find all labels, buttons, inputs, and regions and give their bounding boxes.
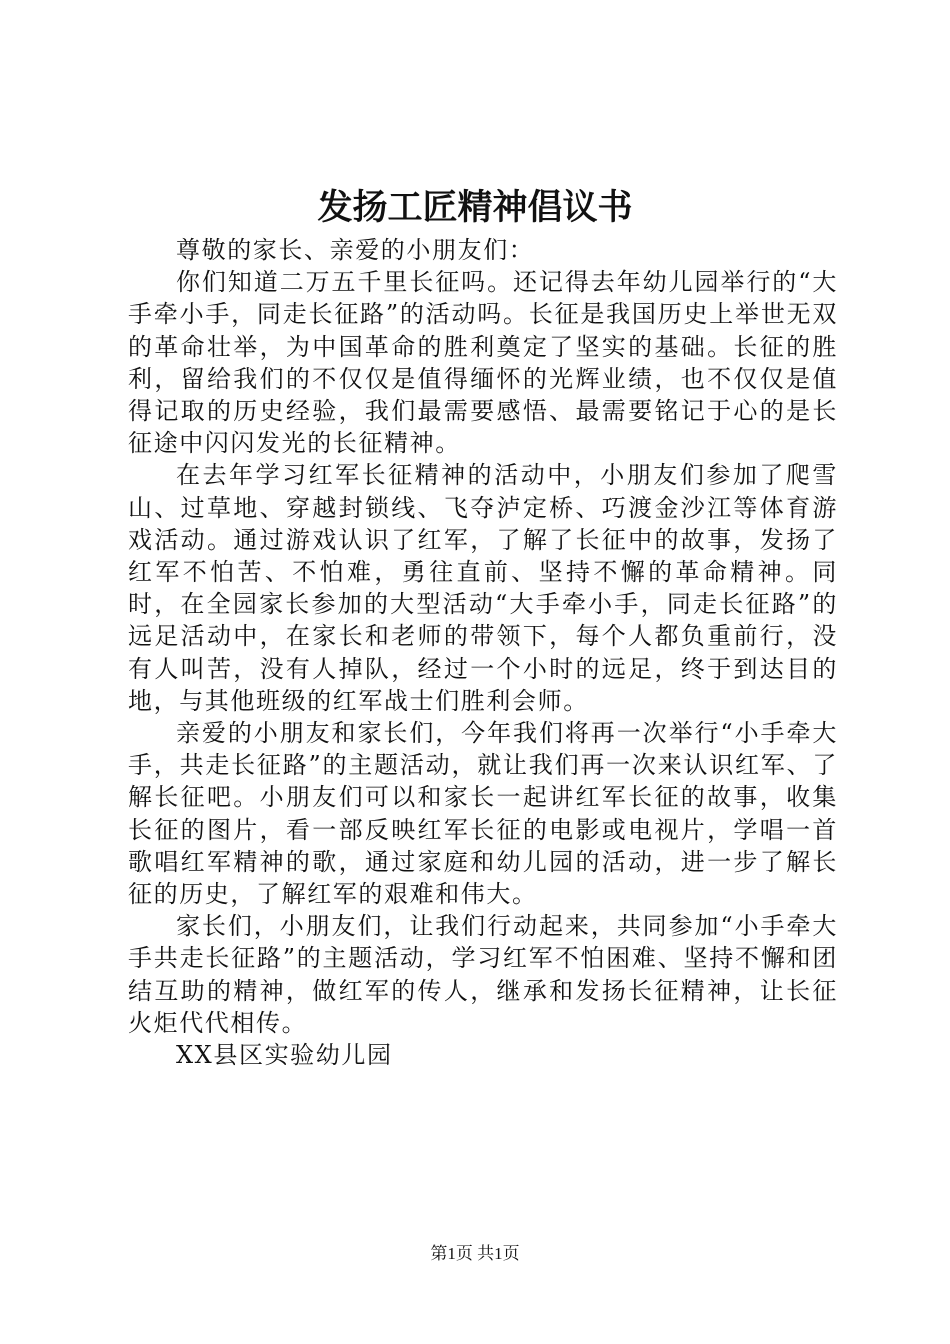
paragraph-3: 亲爱的小朋友和家长们，今年我们将再一次举行“小手牵大手，共走长征路”的主题活动，就让我们再一次来认识红军、了解长征吧。小朋友们可以和家长一起讲红军长征的故事，收集长征的图片，看一部反映红军长征的电影或电视片，学唱一首歌唱红军精神的歌，通过家庭和幼儿园的活动，进一步了解长征的历史，了解红军的艰难和伟大。: [128, 719, 838, 909]
page-footer: 第1页 共1页: [430, 1244, 520, 1263]
paragraph-2: 在去年学习红军长征精神的活动中，小朋友们参加了爬雪山、过草地、穿越封锁线、飞夺泸定桥、巧渡金沙江等体育游戏活动。通过游戏认识了红军，了解了长征中的故事，发扬了红军不怕苦、不怕难，勇往直前、坚持不懈的革命精神。同时，在全园家长参加的大型活动“大手牵小手，同走长征路”的远足活动中，在家长和老师的带领下，每个人都负重前行，没有人叫苦，没有人掉队，经过一个小时的远足，终于到达目的地，与其他班级的红军战士们胜利会师。: [128, 461, 838, 715]
salutation: 尊敬的家长、亲爱的小朋友们：: [176, 236, 535, 264]
paragraph-4: 家长们，小朋友们，让我们行动起来，共同参加“小手牵大手共走长征路”的主题活动，学习红军不怕困难、坚持不懈和团结互助的精神，做红军的传人，继承和发扬长征精神，让长征火炬代代相传。: [128, 912, 838, 1037]
document-title: 发扬工匠精神倡议书: [317, 187, 633, 228]
signature: XX县区实验幼儿园: [176, 1041, 393, 1070]
paragraph-1: 你们知道二万五千里长征吗。还记得去年幼儿园举行的“大手牵小手，同走长征路”的活动吗。长征是我国历史上举世无双的革命壮举，为中国革命的胜利奠定了坚实的基础。长征的胜利，留给我们的不仅仅是值得缅怀的光辉业绩，也不仅仅是值得记取的历史经验，我们最需要感悟、最需要铭记于心的是长征途中闪闪发光的长征精神。: [128, 268, 838, 458]
document-body: [128, 234, 838, 1071]
